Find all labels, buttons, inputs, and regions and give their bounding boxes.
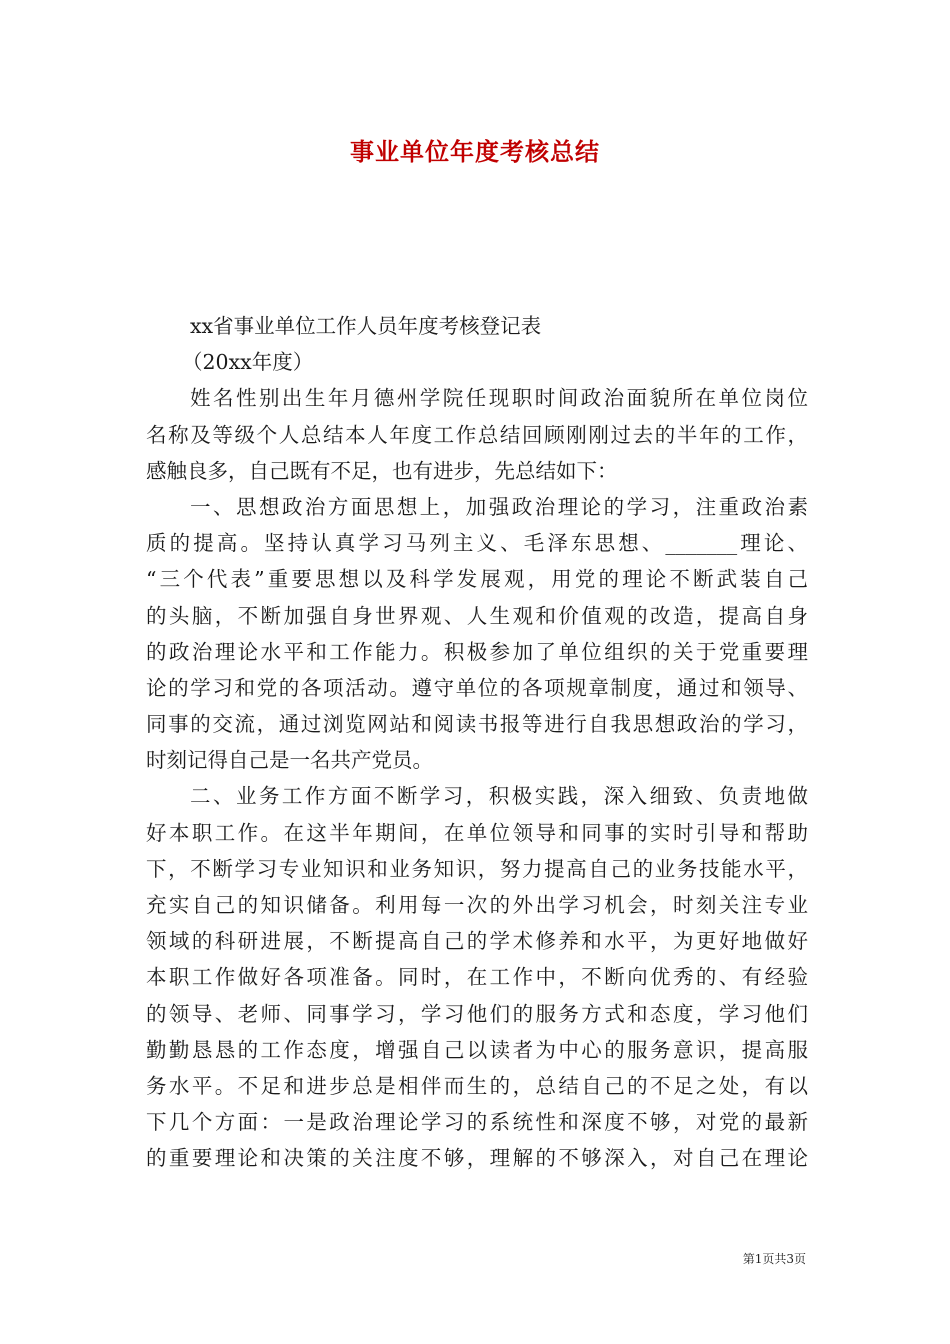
body-line: 论的学习和党的各项活动。遵守单位的各项规章制度，通过和领导、 [146,675,808,700]
body-line: “三个代表”重要思想以及科学发展观，用党的理论不断武装自己 [146,567,808,592]
document-title: 事业单位年度考核总结 [350,137,600,166]
body-line: 领域的科研进展，不断提高自己的学术修养和水平，为更好地做好 [146,929,808,954]
body-line: xx省事业单位工作人员年度考核登记表 [190,314,542,338]
body-line: 本职工作做好各项准备。同时，在工作中，不断向优秀的、有经验 [146,965,808,990]
body-line: 下，不断学习专业知识和业务知识，努力提高自己的业务技能水平， [146,856,808,881]
body-line: 务水平。不足和进步总是相伴而生的，总结自己的不足之处，有以 [146,1073,808,1098]
body-line: 感触良多，自己既有不足，也有进步，先总结如下： [146,458,618,483]
body-line: 下几个方面：一是政治理论学习的系统性和深度不够，对党的最新 [146,1110,808,1135]
body-line: 的领导、老师、同事学习，学习他们的服务方式和态度，学习他们 [146,1001,808,1026]
body-line: 勤勤恳恳的工作态度，增强自己以读者为中心的服务意识，提高服 [146,1037,808,1062]
page-indicator: 第1页共3页 [742,1252,806,1266]
body-line: 同事的交流，通过浏览网站和阅读书报等进行自我思想政治的学习， [146,712,808,737]
body-line: 质的提高。坚持认真学习马列主义、毛泽东思想、_______理论、 [146,531,808,556]
document-body [146,308,808,1177]
body-line: （20xx年度） [182,350,314,375]
body-line: 一、思想政治方面思想上，加强政治理论的学习，注重政治素 [190,494,808,519]
body-line: 二、业务工作方面不断学习，积极实践，深入细致、负责地做 [190,784,808,809]
body-line: 的头脑，不断加强自身世界观、人生观和价值观的改造，提高自身 [146,603,808,628]
body-line: 名称及等级个人总结本人年度工作总结回顾刚刚过去的半年的工作， [146,422,808,447]
body-line: 的重要理论和决策的关注度不够，理解的不够深入，对自己在理论 [146,1146,808,1171]
body-line: 充实自己的知识储备。利用每一次的外出学习机会，时刻关注专业 [146,893,808,917]
body-line: 姓名性别出生年月德州学院任现职时间政治面貌所在单位岗位 [190,386,808,411]
body-line: 好本职工作。在这半年期间，在单位领导和同事的实时引导和帮助 [146,820,808,845]
body-line: 的政治理论水平和工作能力。积极参加了单位组织的关于党重要理 [146,639,808,664]
body-line: 时刻记得自己是一名共产党员。 [146,748,433,773]
